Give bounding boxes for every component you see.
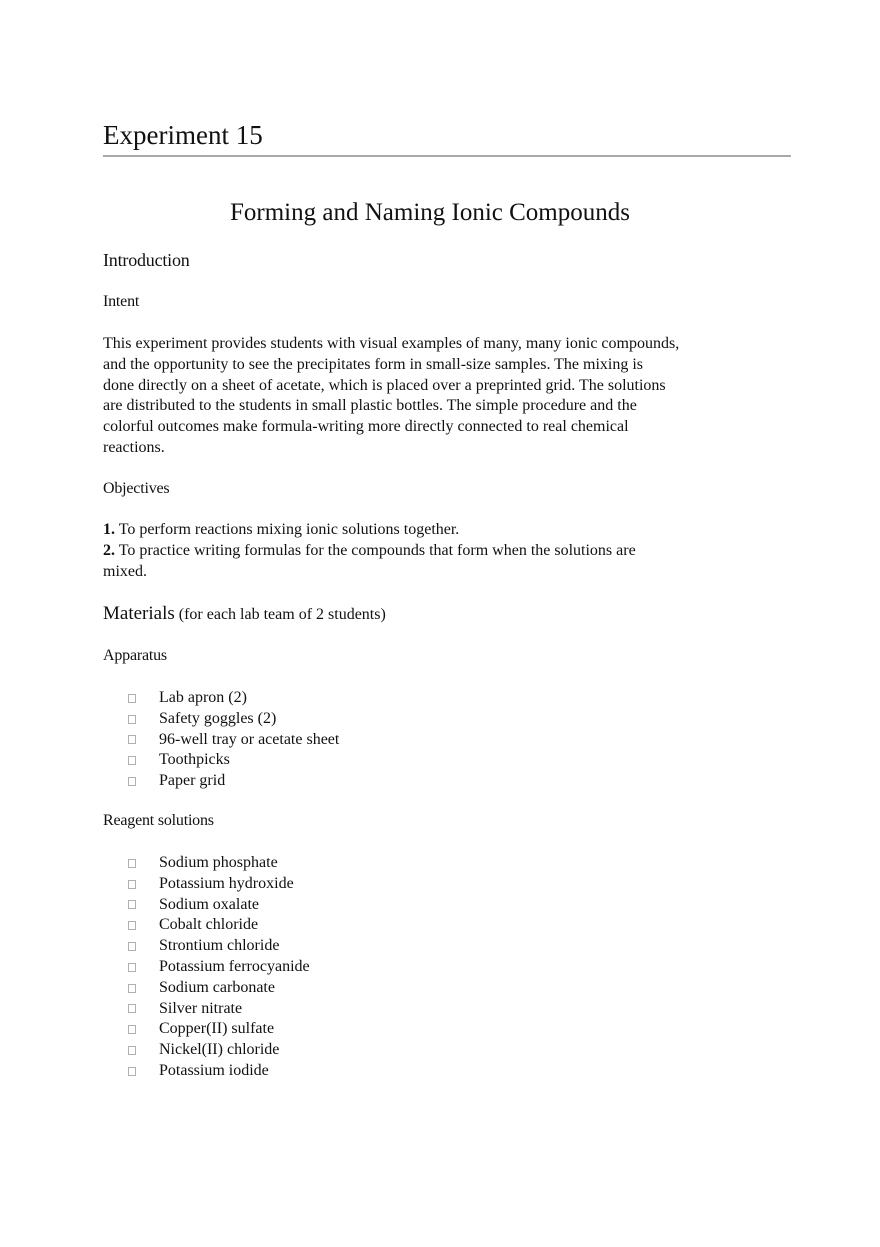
materials-label: Materials	[103, 603, 175, 624]
item-label: Copper(II) sulfate	[159, 1020, 275, 1038]
list-item	[128, 1040, 310, 1061]
objective-item	[103, 520, 723, 541]
checkbox-icon	[128, 859, 136, 868]
introduction-heading: Introduction	[103, 250, 190, 270]
materials-heading	[103, 603, 386, 625]
intent-line: done directly on a sheet of acetate, which is placed over a preprinted grid. The solutions	[103, 376, 666, 394]
list-item	[128, 936, 310, 957]
item-label: Silver nitrate	[159, 999, 243, 1017]
page-title: Forming and Naming Ionic Compounds	[230, 199, 630, 226]
intent-line: reactions.	[103, 438, 165, 456]
list-item	[128, 730, 339, 751]
checkbox-icon	[128, 942, 136, 951]
reagents-list	[128, 853, 310, 1082]
materials-note: (for each lab team of 2 students)	[174, 606, 386, 623]
checkbox-icon	[128, 880, 136, 889]
intent-line: colorful outcomes make formula-writing more directly connected to real chemical	[103, 418, 629, 436]
objective-text: To practice writing formulas for the compounds that form when the solutions are	[115, 541, 636, 559]
checkbox-icon	[128, 694, 136, 703]
item-label: Paper grid	[159, 772, 226, 790]
objective-item	[103, 562, 723, 583]
item-label: Toothpicks	[159, 751, 230, 769]
checkbox-icon	[128, 715, 136, 724]
checkbox-icon	[128, 1004, 136, 1013]
title-rule	[103, 155, 791, 157]
intent-line: and the opportunity to see the precipitates form in small-size samples. The mixing is	[103, 355, 644, 373]
checkbox-icon	[128, 777, 136, 786]
checkbox-icon	[128, 921, 136, 930]
list-item	[128, 895, 310, 916]
objective-text: To perform reactions mixing ionic solutions together.	[115, 521, 460, 538]
objectives-heading: Objectives	[103, 480, 170, 497]
item-label: Potassium ferrocyanide	[159, 957, 310, 975]
intent-paragraph	[103, 334, 743, 459]
objective-number: 2.	[103, 541, 115, 559]
list-item	[128, 688, 339, 709]
item-label: Sodium carbonate	[159, 978, 275, 996]
objective-text: mixed.	[103, 562, 147, 580]
intent-heading: Intent	[103, 293, 140, 310]
experiment-number: Experiment 15	[103, 120, 263, 150]
item-label: Lab apron (2)	[159, 689, 247, 706]
list-item	[128, 1019, 310, 1040]
list-item	[128, 999, 310, 1020]
list-item	[128, 1061, 310, 1082]
item-label: Potassium hydroxide	[159, 874, 294, 892]
objective-item	[103, 541, 723, 562]
list-item	[128, 874, 310, 895]
item-label: Sodium phosphate	[159, 854, 278, 871]
apparatus-heading: Apparatus	[103, 647, 167, 664]
intent-line: are distributed to the students in small plastic bottles. The simple procedure and the	[103, 397, 637, 415]
item-label: Cobalt chloride	[159, 916, 259, 934]
intent-line: This experiment provides students with visual examples of many, many ionic compounds,	[103, 335, 680, 352]
checkbox-icon	[128, 900, 136, 909]
checkbox-icon	[128, 1025, 136, 1034]
item-label: Strontium chloride	[159, 937, 280, 955]
checkbox-icon	[128, 735, 136, 744]
list-item	[128, 709, 339, 730]
item-label: Sodium oxalate	[159, 895, 259, 913]
checkbox-icon	[128, 963, 136, 972]
checkbox-icon	[128, 984, 136, 993]
item-label: Nickel(II) chloride	[159, 1041, 280, 1059]
list-item	[128, 978, 310, 999]
list-item	[128, 750, 339, 771]
list-item	[128, 957, 310, 978]
list-item	[128, 853, 310, 874]
list-item	[128, 771, 339, 792]
list-item	[128, 915, 310, 936]
item-label: Potassium iodide	[159, 1061, 269, 1079]
objective-number: 1.	[103, 521, 115, 538]
apparatus-list	[128, 688, 339, 792]
checkbox-icon	[128, 756, 136, 765]
item-label: Safety goggles (2)	[159, 709, 277, 727]
item-label: 96-well tray or acetate sheet	[159, 730, 340, 748]
checkbox-icon	[128, 1067, 136, 1076]
objectives-list	[103, 520, 723, 582]
checkbox-icon	[128, 1046, 136, 1055]
reagents-heading: Reagent solutions	[103, 812, 214, 829]
